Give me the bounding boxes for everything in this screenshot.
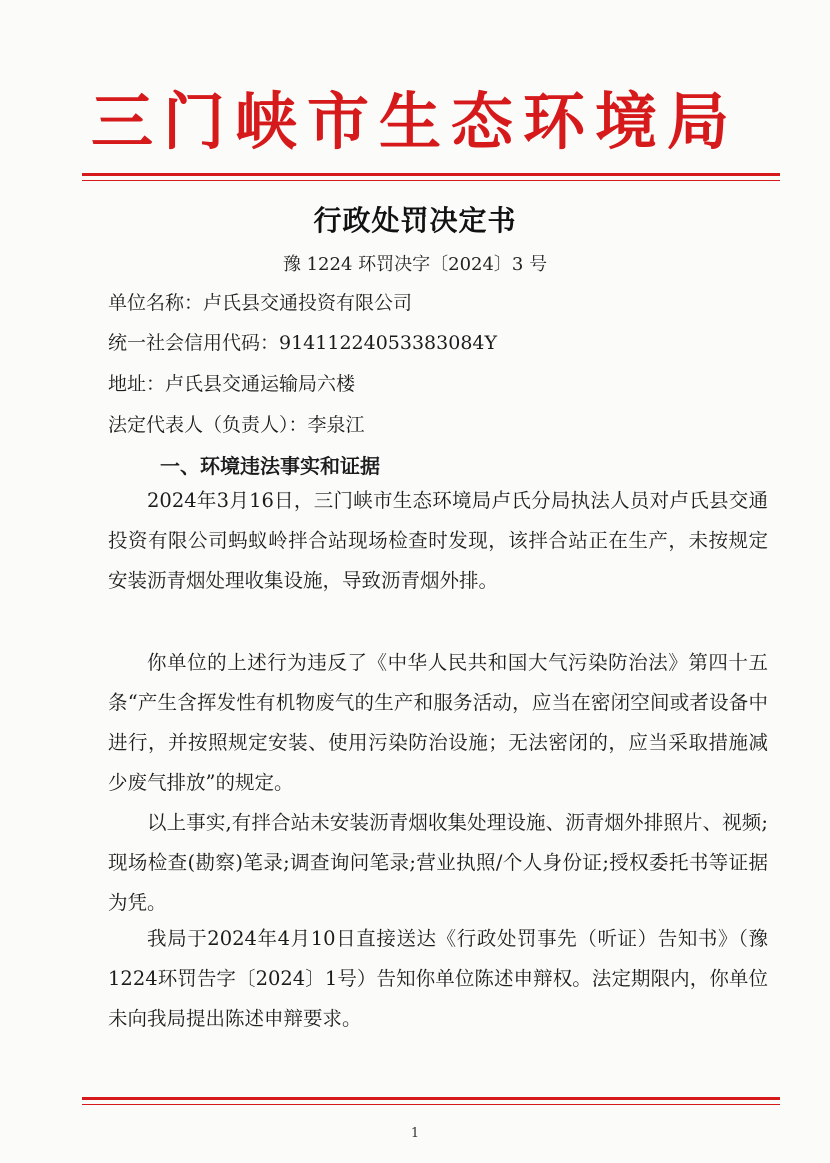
paragraph-facts: 2024年3月16日，三门峡市生态环境局卢氏分局执法人员对卢氏县交通投资有限公司蚂蚁岭拌合站现场检查时发现，该拌合站正在生产，未按规定安装沥青烟处理收集设施，导致沥青烟外排。 <box>108 489 768 592</box>
section-heading: 一、环境违法事实和证据 <box>160 454 380 478</box>
paragraph-notice: 我局于2024年4月10日直接送达《行政处罚事先（听证）告知书》（豫1224环罚告字〔2024〕1号）告知你单位陈述申辩权。法定期限内，你单位未向我局提出陈述申辩要求。 <box>108 927 768 1030</box>
paragraph-evidence: 以上事实,有拌合站未安装沥青烟收集处理设施、沥青烟外排照片、视频;现场检查(勘察)笔录;调查询问笔录;营业执照/个人身份证;授权委托书等证据为凭。 <box>108 811 768 914</box>
unit-name-field: 单位名称：卢氏县交通投资有限公司 <box>108 292 413 314</box>
document-number: 豫 1224 环罚决字〔2024〕3 号 <box>282 254 548 275</box>
agency-letterhead: 三门峡市生态环境局 <box>90 85 739 158</box>
legal-rep-field: 法定代表人（负责人）：李泉江 <box>108 414 365 436</box>
header-divider <box>82 173 780 181</box>
credit-code-field: 统一社会信用代码：91411224053383084Y <box>108 332 498 354</box>
footer-divider <box>82 1097 780 1105</box>
paragraph-violation: 你单位的上述行为违反了《中华人民共和国大气污染防治法》第四十五条“产生含挥发性有机物废气的生产和服务活动，应当在密闭空间或者设备中进行，并按照规定安装、使用污染防治设施；无法密闭的，应当采取措施减少废气排放”的规定。 <box>108 651 768 794</box>
page-number: 1 <box>410 1126 420 1141</box>
document-title: 行政处罚决定书 <box>313 204 517 237</box>
address-field: 地址：卢氏县交通运输局六楼 <box>108 373 356 395</box>
